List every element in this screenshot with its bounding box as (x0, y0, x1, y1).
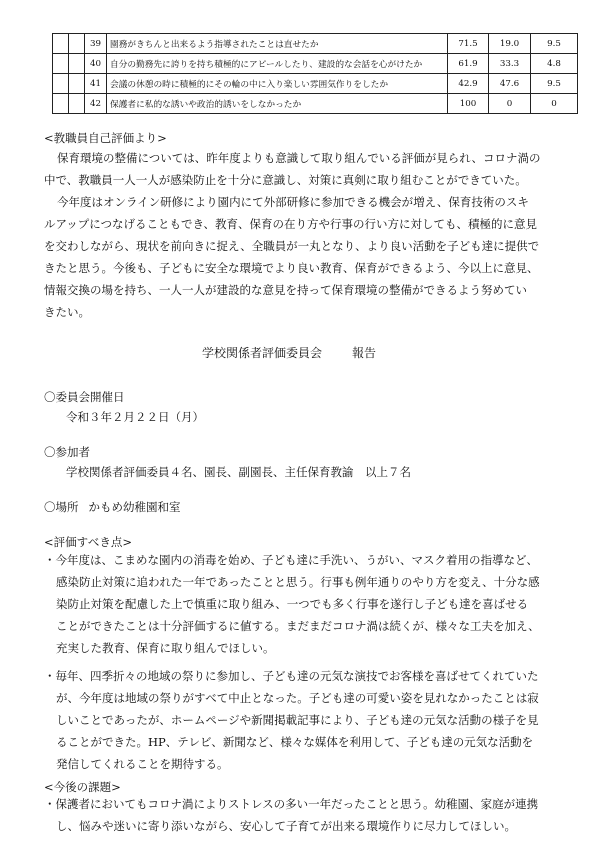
place-label: 〇場所 (44, 500, 79, 514)
value-3: 0 (531, 94, 578, 114)
value-3: 9.5 (531, 34, 578, 54)
value-1: 71.5 (448, 34, 489, 54)
text-line: きたい。 (44, 305, 90, 319)
text-line: ・保護者においてもコロナ渦によりストレスの多い一年だったことと思う。幼稚園、家庭が連携 (44, 797, 539, 811)
text-line: 今年度はオンライン研修により園内にて外部研修に参加できる機会が増え、保育技術のスキ (57, 195, 529, 209)
subcategory-cell (69, 74, 85, 94)
item-text: 保護者に私的な誘いや政治的誘いをしなかったか (107, 94, 448, 114)
category-cell (53, 34, 69, 54)
category-cell (53, 74, 69, 94)
value-2: 19.0 (489, 34, 531, 54)
item-text: 会議の休憩の時に積極的にその輪の中に入り楽しい雰囲気作りをしたか (107, 74, 448, 94)
text-line: ることができた。HP、テレビ、新聞など、様々な媒体を利用して、子ども達の元気な活動を (56, 735, 534, 749)
text-line: 感染防止対策に追われた一年であったことと思う。行事も例年通りのやり方を変え、十分な感 (56, 575, 540, 589)
value-1: 61.9 (448, 54, 489, 74)
text-line: 中で、教職員一人一人が感染防止を十分に意識し、対策に真剣に取り組むことができていた。 (44, 173, 527, 187)
text-line: ・今年度は、こまめな園内の消毒を始め、子ども達に手洗い、うがい、マスク着用の指導など、 (44, 553, 539, 567)
table-row (53, 54, 578, 74)
text-line: 発信してくれることを期待する。 (56, 757, 229, 771)
self-eval-heading: <教職員自己評価より> (44, 131, 167, 145)
text-line: 保育環境の整備については、昨年度よりも意識して取り組んでいる評価が見られ、コロナ渦の (57, 151, 541, 165)
self-eval-paragraph-2-cont (44, 213, 539, 323)
self-eval-paragraph-1 (57, 147, 540, 169)
value-2: 33.3 (489, 54, 531, 74)
category-cell (53, 94, 69, 114)
table-row (53, 94, 578, 114)
text-line: を交わしながら、現状を前向きに捉え、全職員が一丸となり、より良い活動を子ども達に提供で (44, 239, 540, 253)
evaluation-table (52, 33, 578, 114)
report-title-suffix: 報告 (352, 346, 377, 360)
value-1: 42.9 (448, 74, 489, 94)
value-2: 47.6 (489, 74, 531, 94)
text-line: ことができたことは十分評価するに値する。まだまだコロナ渦は続くが、様々な工夫を加え、 (56, 619, 540, 633)
value-1: 100 (448, 94, 489, 114)
meeting-date-label: 〇委員会開催日 (44, 390, 125, 404)
text-line: 染防止対策を配慮した上で慎重に取り組み、一つでも多く行事を遂行し子ども達を喜ばせる (56, 597, 529, 611)
self-eval-paragraph-2 (57, 191, 529, 213)
report-title (202, 344, 376, 361)
category-cell (53, 54, 69, 74)
place-row (44, 499, 181, 515)
place-value: かもめ幼稚園和室 (88, 500, 181, 514)
point-bullet-2 (44, 665, 539, 775)
item-number: 42 (85, 94, 107, 114)
text-line: 充実した教育、保育に取り組んでほしい。 (56, 641, 275, 655)
participants-text: 学校関係者評価委員４名、園長、副園長、主任保育教諭 以上７名 (66, 465, 411, 479)
future-bullet (44, 793, 538, 837)
self-eval-paragraph-1-cont (44, 169, 527, 191)
subcategory-cell (69, 94, 85, 114)
future-heading: <今後の課題> (44, 780, 121, 794)
value-3: 4.8 (531, 54, 578, 74)
text-line: 情報交換の場を持ち、一人一人が建設的な意見を持って保育環境の整備ができるよう努めてい (44, 283, 527, 297)
text-line: きたと思う。今後も、子どもに安全な環境でより良い教育、保育ができるよう、今以上に意見、 (44, 261, 539, 275)
text-line: しいことであったが、ホームページや新聞掲載記事により、子ども達の元気な活動の様子を見 (56, 713, 539, 727)
item-number: 40 (85, 54, 107, 74)
participants-label: 〇参加者 (44, 445, 90, 459)
value-3: 9.5 (531, 74, 578, 94)
text-line: が、今年度は地域の祭りがすべて中止となった。子ども達の可愛い姿を見れなかったことは寂 (56, 691, 539, 705)
text-line: ルアップにつなげることもでき、教育、保育の在り方や行事の行い方に対しても、積極的に意見 (44, 217, 537, 231)
item-text: 園務がきちんと出来るよう指導されたことは直せたか (107, 34, 448, 54)
table-row (53, 74, 578, 94)
text-line: し、悩みや迷いに寄り添いながら、安心して子育てが出来る環境作りに尽力してほしい。 (56, 819, 516, 833)
item-number: 41 (85, 74, 107, 94)
value-2: 0 (489, 94, 531, 114)
points-heading: <評価すべき点> (44, 535, 133, 549)
point-bullet-1 (44, 549, 540, 659)
subcategory-cell (69, 54, 85, 74)
text-line: ・毎年、四季折々の地域の祭りに参加し、子ども達の元気な演技でお客様を喜ばせてくれていた (44, 669, 539, 683)
subcategory-cell (69, 34, 85, 54)
table-row (53, 34, 578, 54)
item-text: 自分の勤務先に誇りを持ち積極的にアピールしたり、建設的な会話を心がけたか (107, 54, 448, 74)
report-title-main: 学校関係者評価委員会 (202, 346, 323, 360)
meeting-date: 令和３年２月２２日（月） (66, 410, 204, 424)
item-number: 39 (85, 34, 107, 54)
